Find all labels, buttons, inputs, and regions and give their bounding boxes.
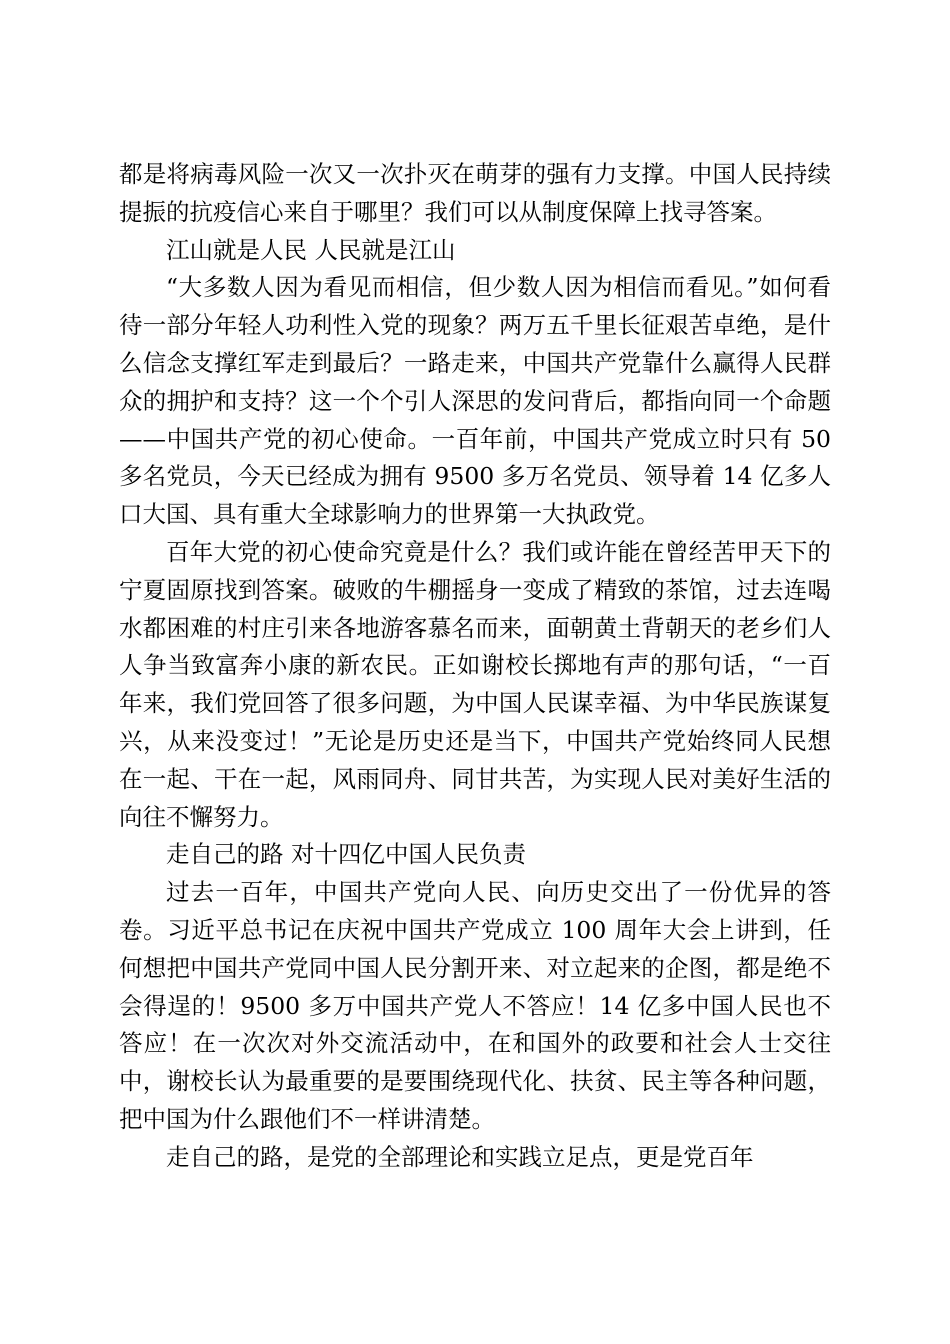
paragraph-party-mission: “大多数人因为看见而相信，但少数人因为相信而看见。”如何看待一部分年轻人功利性入党的现象？两万五千里长征艰苦卓绝，是什么信念支撑红军走到最后？一路走来，中国共产党靠什么赢得人民群众的拥护和支持？这一个个引人深思的发问背后，都指向同一个命题——中国共产党的初心使命。一百年前，中国共产党成立时只有 50 多名党员，今天已经成为拥有 9500 多万名党员、领导着 14 亿多人口大国、具有重大全球影响力的世界第一大执政党。	[119, 273, 831, 529]
section-heading-people: 江山就是人民 人民就是江山	[166, 235, 456, 264]
paragraph-continuation: 都是将病毒风险一次又一次扑灭在萌芽的强有力支撑。中国人民持续提振的抗疫信心来自于哪里？我们可以从制度保障上找寻答案。	[119, 160, 831, 226]
paragraph-guyuan: 百年大党的初心使命究竟是什么？我们或许能在曾经苦甲天下的宁夏固原找到答案。破败的牛棚摇身一变成了精致的茶馆，过去连喝水都困难的村庄引来各地游客慕名而来，面朝黄土背朝天的老乡们人人争当致富奔小康的新农民。正如谢校长掷地有声的那句话，“一百年来，我们党回答了很多问题，为中国人民谋幸福、为中华民族谋复兴，从来没变过！”无论是历史还是当下，中国共产党始终同人民想在一起、干在一起，风雨同舟、同甘共苦，为实现人民对美好生活的向往不懈努力。	[119, 537, 831, 831]
paragraph-centenary: 过去一百年，中国共产党向人民、向历史交出了一份优异的答卷。习近平总书记在庆祝中国共产党成立 100 周年大会上讲到，任何想把中国共产党同中国人民分割开来、对立起来的企图，都是绝不会得逞的！9500 多万中国共产党人不答应！14 亿多中国人民也不答应！在一次次对外交流活动中，在和国外的政要和社会人士交往中，谢校长认为最重要的是要围绕现代化、扶贫、民主等各种问题，把中国为什么跟他们不一样讲清楚。	[119, 878, 831, 1133]
section-heading-own-path: 走自己的路 对十四亿中国人民负责	[166, 840, 526, 869]
document-body	[119, 156, 831, 1177]
paragraph-own-path: 走自己的路，是党的全部理论和实践立足点，更是党百年	[166, 1142, 754, 1171]
